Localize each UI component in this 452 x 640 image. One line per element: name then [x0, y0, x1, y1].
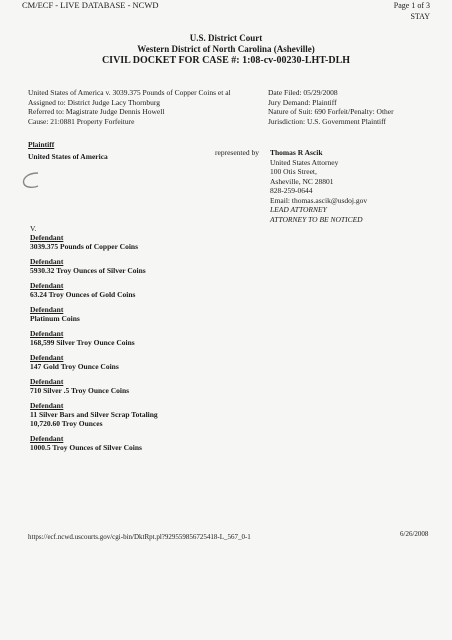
defendant-name: 5930.32 Troy Ounces of Silver Coins	[30, 266, 146, 275]
attorney-email: Email: thomas.ascik@usdoj.gov	[270, 195, 368, 205]
defendant-name: 3039.375 Pounds of Copper Coins	[30, 242, 139, 251]
cause: Cause: 21:0881 Property Forfeiture	[28, 116, 135, 126]
attorney-name: Thomas R Ascik	[270, 148, 323, 157]
defendant-entry	[30, 434, 430, 452]
court-district: Western District of North Carolina (Asheville)	[137, 44, 315, 54]
attorney-line: Asheville, NC 28801	[270, 176, 334, 186]
defendant-name: 11 Silver Bars and Silver Scrap Totaling	[30, 410, 158, 419]
page-number: Page 1 of 3	[393, 1, 430, 10]
defendant-name: 147 Gold Troy Ounce Coins	[30, 362, 119, 371]
attorney-line: 828-259-0644	[270, 186, 313, 195]
attorney-block	[270, 148, 367, 224]
defendant-title: Defendant	[30, 434, 64, 443]
attorney-line: 100 Otis Street,	[270, 167, 317, 176]
defendant-entry	[30, 401, 430, 428]
defendant-title: Defendant	[30, 281, 64, 290]
defendant-title: Defendant	[30, 329, 64, 338]
defendant-name-continued: 10,720.60 Troy Ounces	[30, 419, 103, 428]
jury-demand: Jury Demand: Plaintiff	[268, 97, 337, 107]
plaintiff-block	[28, 140, 108, 161]
header-right	[394, 0, 430, 22]
represented-by: represented by	[215, 148, 259, 157]
docket-title: CIVIL DOCKET FOR CASE #: 1:08-cv-00230-LHT-DLH	[101, 55, 351, 66]
defendant-title: Defendant	[30, 233, 64, 242]
defendant-entry	[30, 281, 430, 299]
court-name: U.S. District Court	[189, 33, 263, 43]
jurisdiction: Jurisdiction: U.S. Government Plaintiff	[268, 116, 386, 126]
header-left: CM/ECF - LIVE DATABASE - NCWD	[22, 0, 159, 10]
defendant-entry	[30, 377, 430, 395]
attorney-line: United States Attorney	[270, 157, 339, 167]
defendant-name: 63.24 Troy Ounces of Gold Coins	[30, 290, 136, 299]
defendant-name: 710 Silver .5 Troy Ounce Coins	[30, 386, 130, 395]
case-info-left	[28, 88, 278, 126]
defendant-entry	[30, 257, 430, 275]
defendant-name: Platinum Coins	[30, 314, 80, 323]
defendant-title: Defendant	[30, 305, 64, 314]
assigned-judge: Assigned to: District Judge Lacy Thornburg	[28, 97, 160, 107]
defendant-title: Defendant	[30, 257, 64, 266]
attorney-notice: ATTORNEY TO BE NOTICED	[270, 214, 363, 224]
date-filed: Date Filed: 05/29/2008	[268, 88, 338, 97]
stay-flag: STAY	[410, 12, 430, 21]
defendant-title: Defendant	[30, 377, 64, 386]
nature-of-suit: Nature of Suit: 690 Forfeit/Penalty: Other	[268, 107, 394, 116]
defendant-entry	[30, 305, 430, 323]
referred-judge: Referred to: Magistrate Judge Dennis Howell	[28, 107, 165, 116]
defendant-entry	[30, 233, 430, 251]
defendant-name: 1000.5 Troy Ounces of Silver Coins	[30, 443, 142, 452]
footer-url: https://ecf.ncwd.uscourts.gov/cgi-bin/DktRpt.pl?929559856725418-L_567_0-1	[28, 533, 251, 541]
defendant-name: 168,599 Silver Troy Ounce Coins	[30, 338, 135, 347]
case-info-right	[268, 88, 448, 126]
punch-hole-mark	[20, 170, 42, 190]
defendant-title: Defendant	[30, 401, 64, 410]
defendant-entry	[30, 329, 430, 347]
plaintiff-title: Plaintiff	[28, 140, 55, 149]
footer-date: 6/26/2008	[400, 530, 429, 538]
plaintiff-name: United States of America	[28, 152, 108, 161]
lead-attorney: LEAD ATTORNEY	[270, 205, 327, 214]
defendants-list	[30, 233, 430, 458]
versus: V.	[30, 224, 37, 233]
case-caption: United States of America v. 3039.375 Pounds of Copper Coins et al	[28, 88, 231, 97]
defendant-entry	[30, 353, 430, 371]
defendant-title: Defendant	[30, 353, 64, 362]
